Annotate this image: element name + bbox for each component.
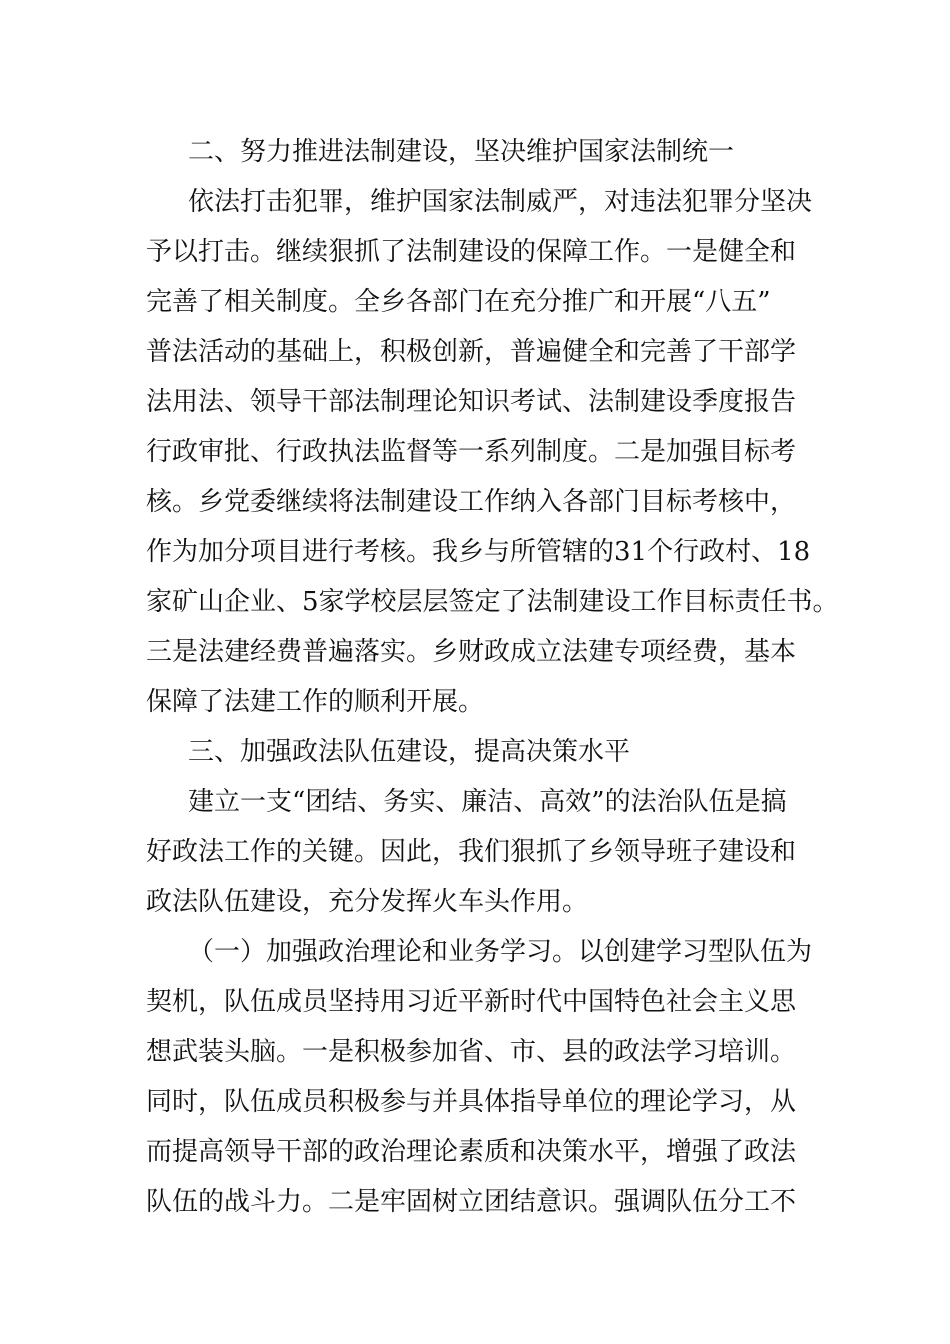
paragraph-line: 完善了相关制度。全乡各部门在充分推广和开展“八五” [146,287,771,317]
paragraph-line: 普法活动的基础上，积极创新，普遍健全和完善了干部学 [146,337,797,367]
paragraph-line: 而提高领导干部的政治理论素质和决策水平，增强了政法 [146,1137,797,1167]
section-heading-2: 二、努力推进法制建设，坚决维护国家法制统一 [188,137,735,167]
paragraph-line: 契机，队伍成员坚持用习近平新时代中国特色社会主义思 [146,987,797,1017]
paragraph-line: 三是法建经费普遍落实。乡财政成立法建专项经费，基本 [146,637,797,667]
paragraph-line: 队伍的战斗力。二是牢固树立团结意识。强调队伍分工不 [146,1187,797,1217]
paragraph-line: 建立一支“团结、务实、廉洁、高效”的法治队伍是搞 [188,787,787,817]
paragraph-line: 家矿山企业、5家学校层层签定了法制建设工作目标责任书。 [146,587,839,617]
paragraph-line: 好政法工作的关键。因此，我们狠抓了乡领导班子建设和 [146,837,797,867]
paragraph-line: 行政审批、行政执法监督等一系列制度。二是加强目标考 [146,437,797,467]
paragraph-line: 保障了法建工作的顺利开展。 [146,687,485,717]
paragraph-line: 政法队伍建设，充分发挥火车头作用。 [146,887,589,917]
paragraph-line: 同时，队伍成员积极参与并具体指导单位的理论学习，从 [146,1087,797,1117]
paragraph-line: 法用法、领导干部法制理论知识考试、法制建设季度报告 [146,387,797,417]
paragraph-line: 予以打击。继续狠抓了法制建设的保障工作。一是健全和 [146,237,797,267]
subsection-line: （一）加强政治理论和业务学习。以创建学习型队伍为 [188,937,813,967]
paragraph-line: 依法打击犯罪，维护国家法制威严，对违法犯罪分坚决 [188,187,813,217]
paragraph-line: 核。乡党委继续将法制建设工作纳入各部门目标考核中， [146,487,797,517]
section-heading-3: 三、加强政法队伍建设，提高决策水平 [188,737,631,767]
paragraph-line: 作为加分项目进行考核。我乡与所管辖的31个行政村、18 [146,537,811,567]
paragraph-line: 想武装头脑。一是积极参加省、市、县的政法学习培训。 [146,1037,797,1067]
